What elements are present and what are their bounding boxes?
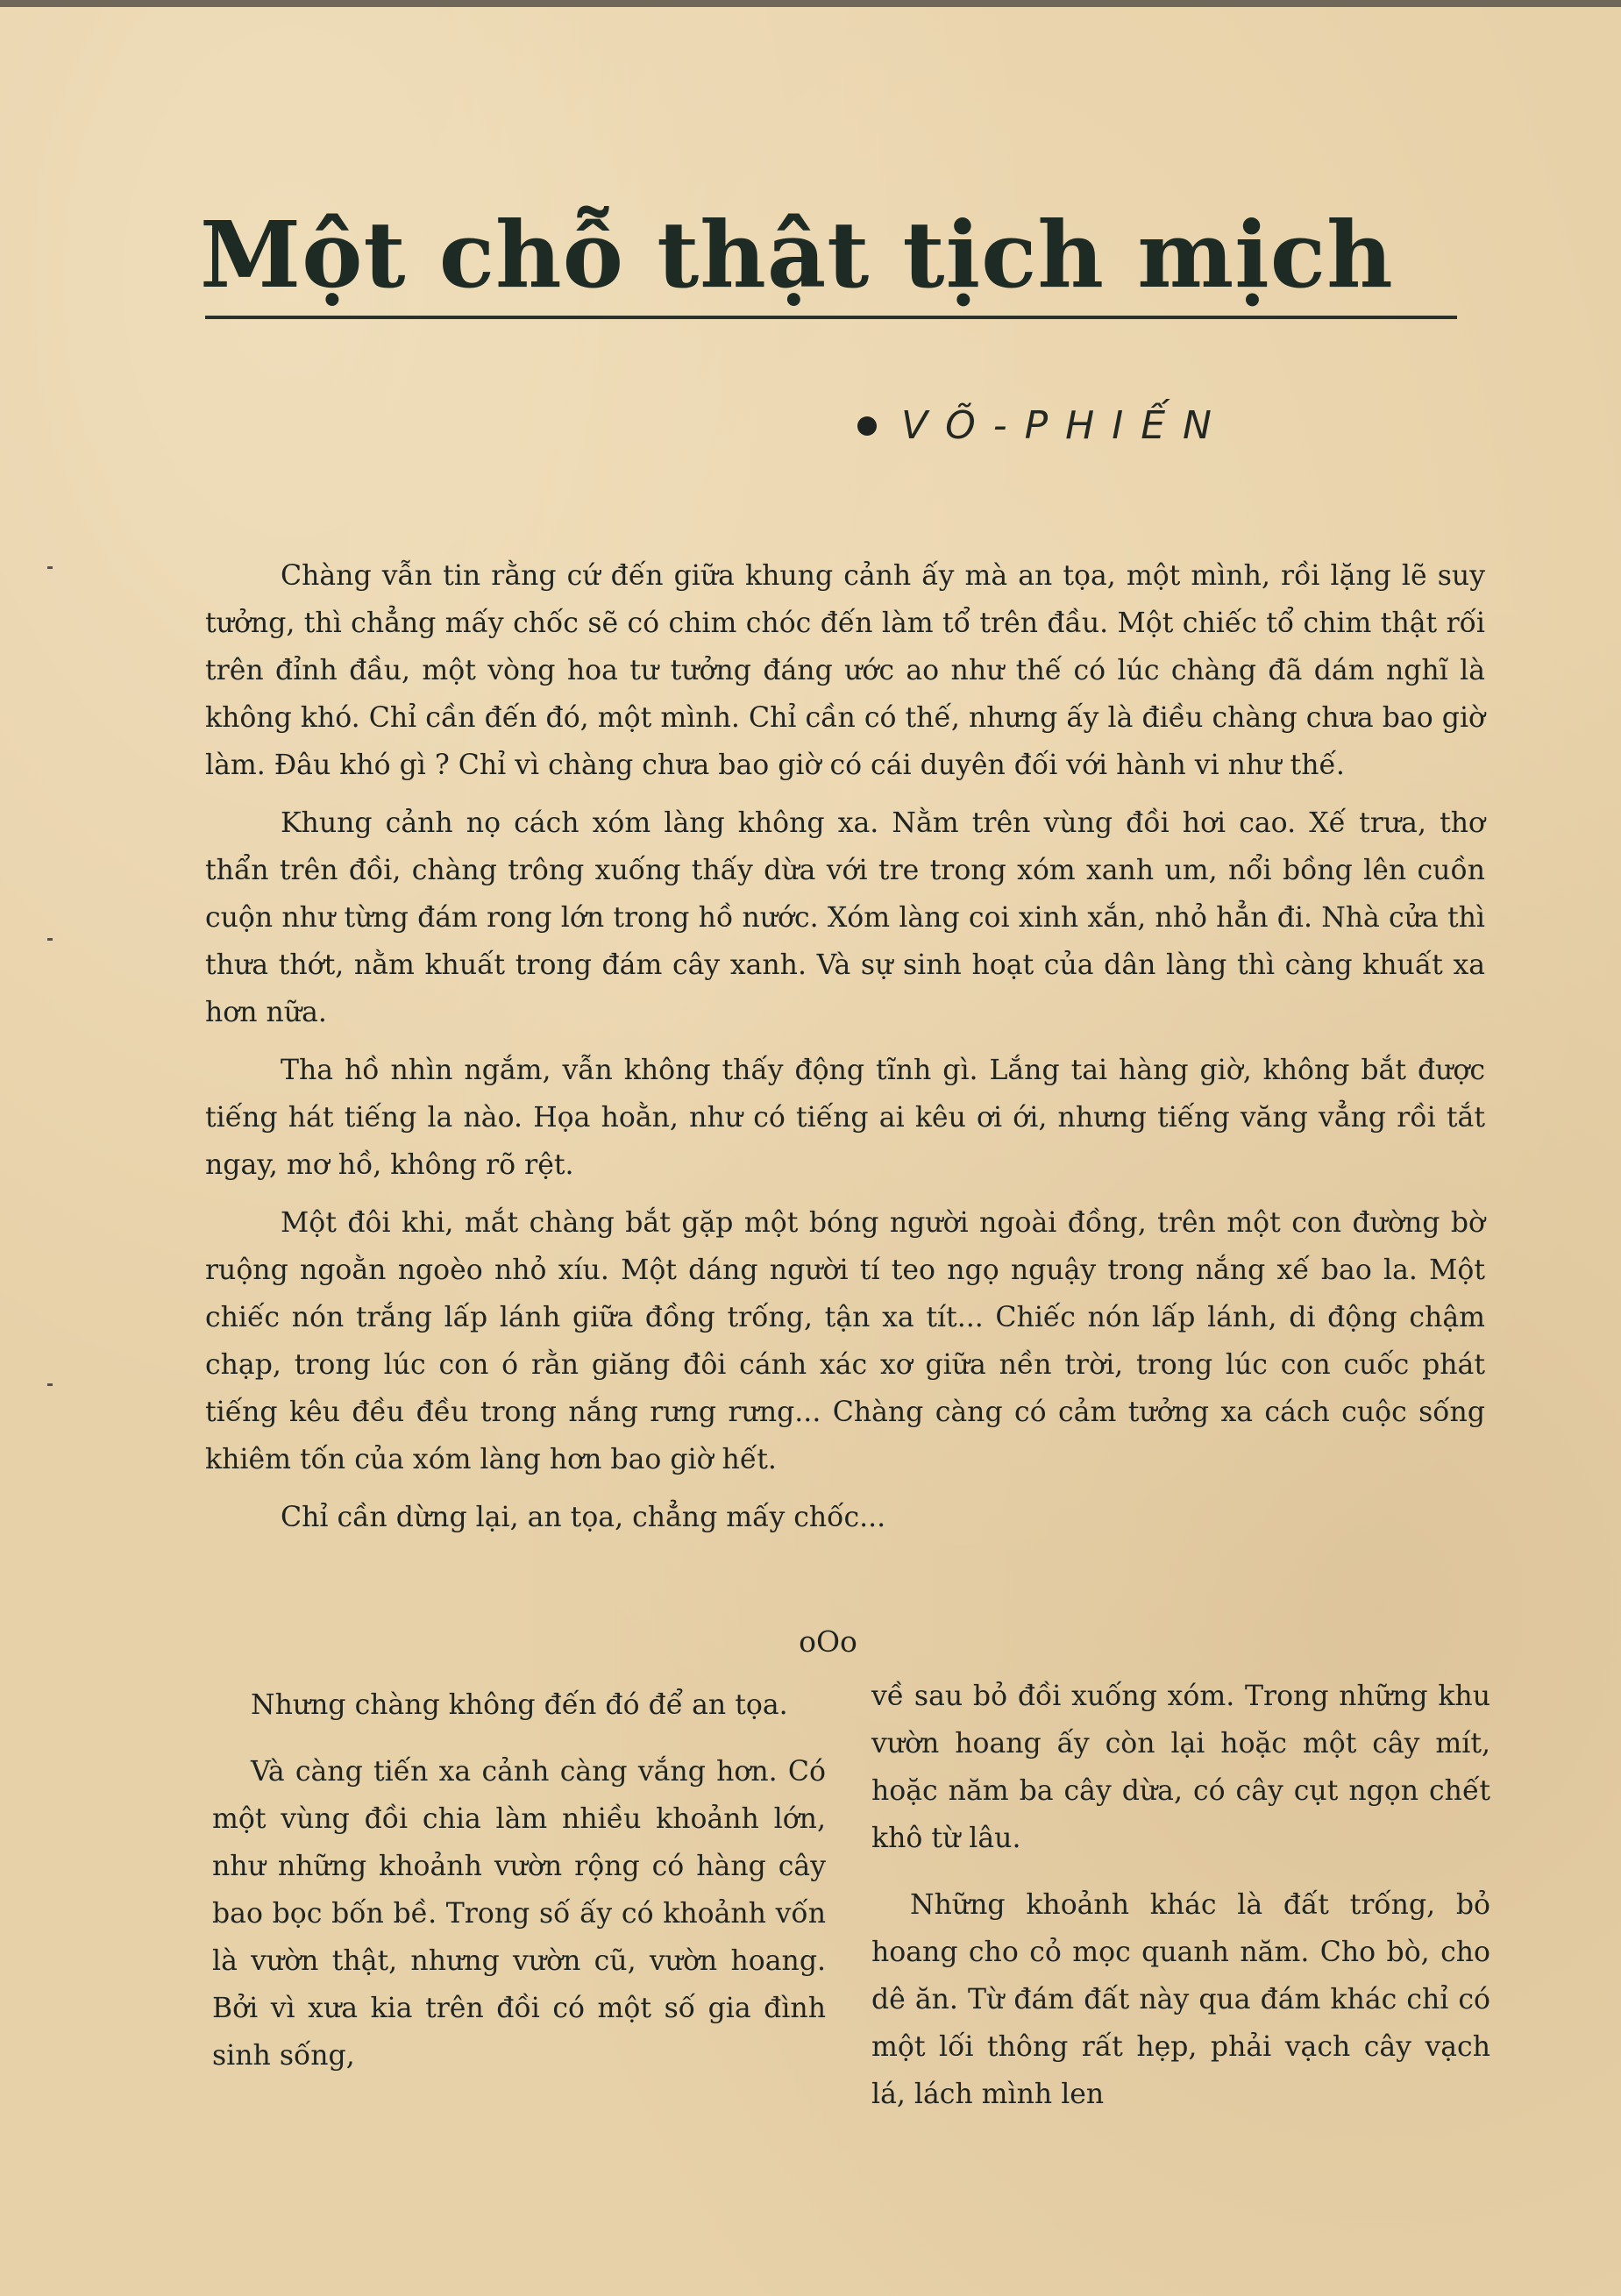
magazine-page [0,7,1621,2296]
bullet-icon [857,416,877,436]
paragraph: về sau bỏ đồi xuống xóm. Trong những khu vườn hoang ấy còn lại hoặc một cây mít, hoặc năm ba cây dừa, có cây cụt ngọn chết khô từ lâu. [871,1681,1490,1854]
paragraph: Và càng tiến xa cảnh càng vắng hơn. Có một vùng đồi chia làm nhiều khoảnh lớn, như những khoảnh vườn rộng có hàng cây bao bọc bốn bề. Trong số ấy có khoảnh vốn là vườn thật, nhưng vườn cũ, vườn hoang. Bởi vì xưa kia trên đồi có một số gia đình sinh sống, [212,1756,826,2072]
paragraph: Khung cảnh nọ cách xóm làng không xa. Nằm trên vùng đồi hơi cao. Xế trưa, thơ thẩn trên đồi, chàng trông xuống thấy dừa với tre trong xóm xanh um, nổi bồng lên cuồn cuộn như từng đám rong lớn trong hồ nước. Xóm làng coi xinh xắn, nhỏ hẳn đi. Nhà cửa thì thưa thớt, nằm khuất trong đám cây xanh. Và sự sinh hoạt của dân làng thì càng khuất xa hơn nữa. [205,807,1485,1028]
left-column [212,1681,826,2099]
paragraph: Nhưng chàng không đến đó để an tọa. [251,1689,788,1721]
paragraph: Chỉ cần dừng lại, an tọa, chẳng mấy chốc... [281,1502,886,1533]
paragraph: Chàng vẫn tin rằng cứ đến giữa khung cảnh ấy mà an tọa, một mình, rồi lặng lẽ suy tưởng, thì chẳng mấy chốc sẽ có chim chóc đến làm tổ trên đầu. Một chiếc tổ chim thật rối trên đỉnh đầu, một vòng hoa tư tưởng đáng ước ao như thế có lúc chàng đã dám nghĩ là không khó. Chỉ cần đến đó, một mình. Chỉ cần có thế, nhưng ấy là điều chàng chưa bao giờ làm. Đâu khó gì ? Chỉ vì chàng chưa bao giờ có cái duyên đối với hành vi như thế. [205,560,1485,781]
author-name: VÕ-PHIẾN [901,403,1229,448]
margin-mark [47,566,53,569]
section-divider: oOo [799,1624,857,1659]
title-underline [205,316,1457,319]
right-column [871,1673,1490,2137]
article-body [205,552,1485,1552]
paragraph: Một đôi khi, mắt chàng bắt gặp một bóng người ngoài đồng, trên một con đường bờ ruộng ngoằn ngoèo nhỏ xíu. Một dáng người tí teo ngọ nguậy trong nắng xế bao la. Một chiếc nón trắng lấp lánh giữa đồng trống, tận xa tít... Chiếc nón lấp lánh, di động chậm chạp, trong lúc con ó rằn giăng đôi cánh xác xơ giữa nền trời, trong lúc con cuốc phát tiếng kêu đều đều trong nắng rưng rưng... Chàng càng có cảm tưởng xa cách cuộc sống khiêm tốn của xóm làng hơn bao giờ hết. [205,1207,1485,1475]
margin-mark [47,1383,53,1386]
margin-mark [47,938,53,941]
author-byline [857,403,1229,448]
paragraph: Tha hồ nhìn ngắm, vẫn không thấy động tĩnh gì. Lắng tai hàng giờ, không bắt được tiếng hát tiếng la nào. Họa hoằn, như có tiếng ai kêu ơi ới, nhưng tiếng văng vẳng rồi tắt ngay, mơ hồ, không rõ rệt. [205,1055,1485,1181]
paragraph: Những khoảnh khác là đất trống, bỏ hoang cho cỏ mọc quanh năm. Cho bò, cho dê ăn. Từ đám đất này qua đám khác chỉ có một lối thông rất hẹp, phải vạch cây vạch lá, lách mình len [871,1889,1490,2110]
article-title: Một chỗ thật tịch mịch [200,201,1394,309]
